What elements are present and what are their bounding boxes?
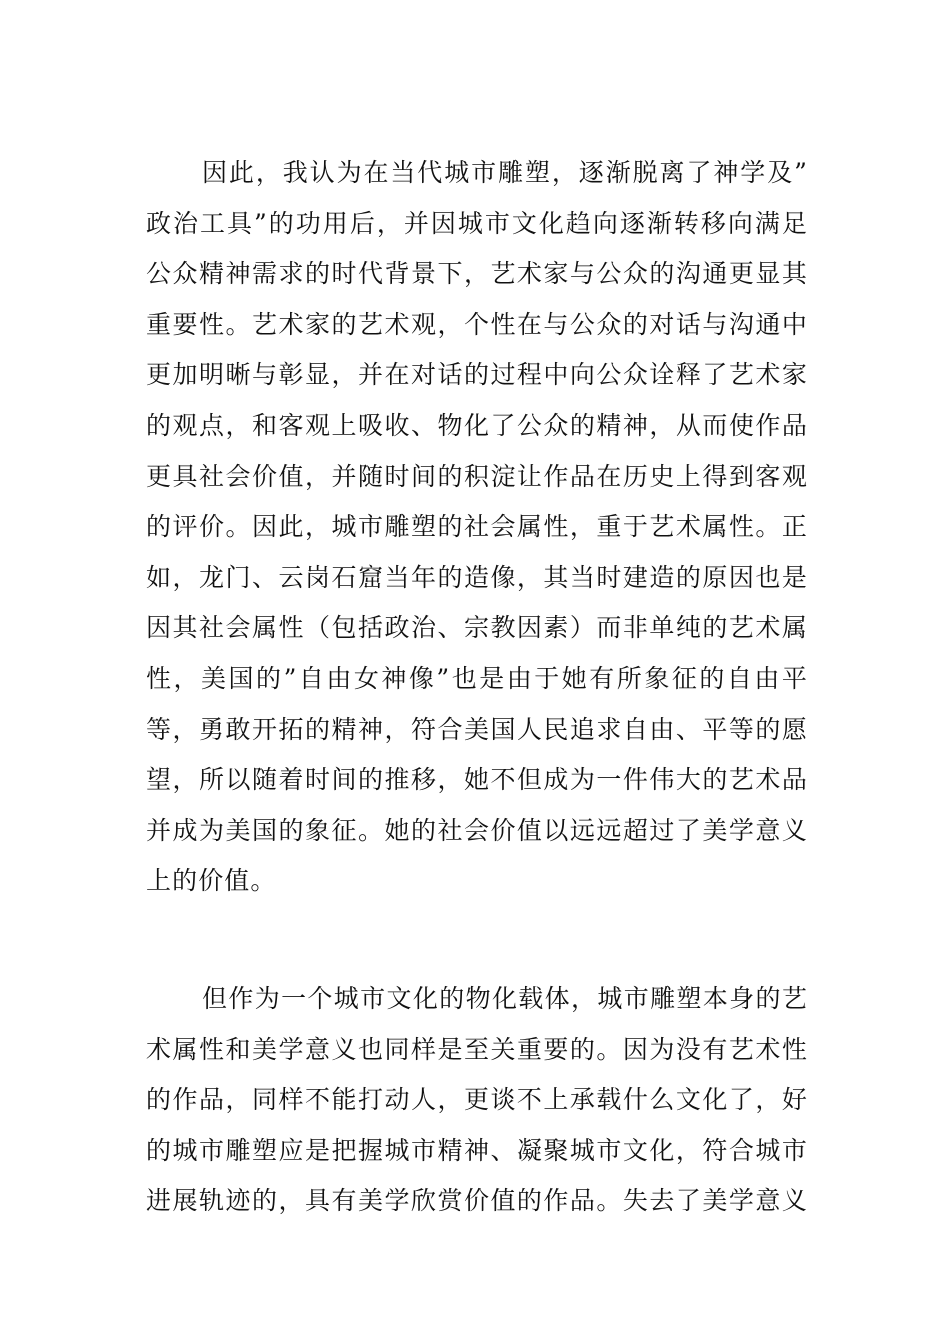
paragraph-line: 因此，我认为在当代城市雕塑，逐渐脱离了神学及” [202, 158, 808, 187]
paragraph-line: 术属性和美学意义也同样是至关重要的。因为没有艺术性 [146, 1034, 808, 1064]
paragraph-line: 公众精神需求的时代背景下，艺术家与公众的沟通更显其 [146, 259, 808, 289]
paragraph-line: 望，所以随着时间的推移，她不但成为一件伟大的艺术品 [146, 765, 808, 795]
paragraph-line: 但作为一个城市文化的物化载体，城市雕塑本身的艺 [202, 984, 808, 1013]
paragraph-line: 重要性。艺术家的艺术观，个性在与公众的对话与沟通中 [146, 309, 808, 339]
paragraph-line: 的观点，和客观上吸收、物化了公众的精神，从而使作品 [146, 410, 808, 440]
paragraph-line: 上的价值。 [146, 866, 277, 896]
paragraph-line: 的评价。因此，城市雕塑的社会属性，重于艺术属性。正 [146, 512, 808, 542]
paragraph-line: 如，龙门、云岗石窟当年的造像，其当时建造的原因也是 [146, 562, 808, 592]
paragraph-line: 更加明晰与彰显，并在对话的过程中向公众诠释了艺术家 [146, 360, 808, 390]
paragraph-line: 并成为美国的象征。她的社会价值以远远超过了美学意义 [146, 815, 808, 845]
paragraph-line: 政治工具”的功用后，并因城市文化趋向逐渐转移向满足 [146, 208, 808, 238]
paragraph-line: 因其社会属性（包括政治、宗教因素）而非单纯的艺术属 [146, 613, 808, 643]
paragraph-line: 进展轨迹的，具有美学欣赏价值的作品。失去了美学意义 [146, 1186, 808, 1216]
paragraph-1 [146, 148, 808, 907]
paragraph-line: 性，美国的”自由女神像”也是由于她有所象征的自由平 [146, 663, 808, 693]
paragraph-line: 的城市雕塑应是把握城市精神、凝聚城市文化，符合城市 [146, 1135, 808, 1165]
paragraph-line: 更具社会价值，并随时间的积淀让作品在历史上得到客观 [146, 461, 808, 491]
paragraph-line: 的作品，同样不能打动人，更谈不上承载什么文化了，好 [146, 1085, 808, 1115]
paragraph-line: 等，勇敢开拓的精神，符合美国人民追求自由、平等的愿 [146, 714, 808, 744]
paragraph-2 [146, 974, 808, 1227]
